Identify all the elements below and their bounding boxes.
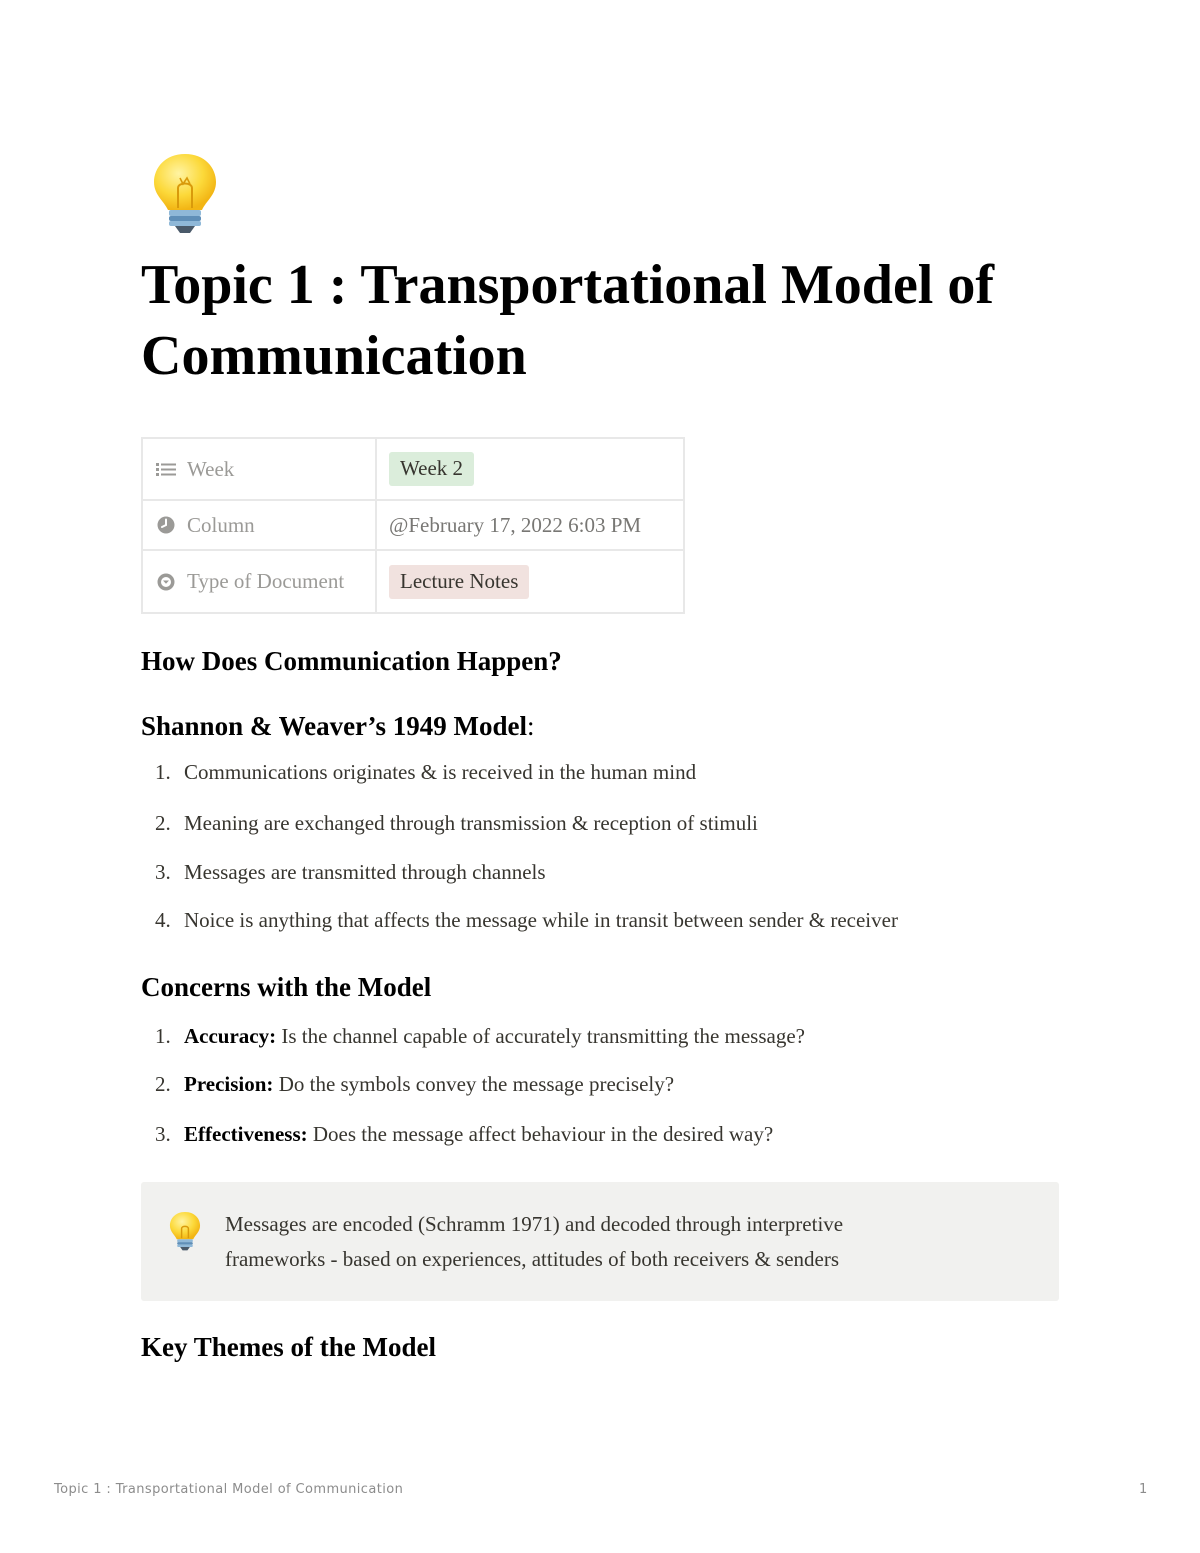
page-lightbulb-icon[interactable] [150, 150, 220, 236]
property-key-week: Week [187, 456, 235, 481]
property-row-document-type [142, 550, 684, 613]
property-key-column: Column [187, 512, 255, 537]
document-type-tag[interactable]: Lecture Notes [389, 565, 529, 599]
week-tag[interactable]: Week 2 [389, 452, 474, 486]
heading-shannon-weaver-model [141, 709, 535, 743]
property-key-document-type: Type of Document [187, 569, 345, 593]
lightbulb-icon[interactable] [168, 1209, 202, 1253]
properties-table [141, 437, 685, 614]
clock-icon [156, 515, 176, 535]
heading-how-communication-happens: How Does Communication Happen? [141, 646, 562, 676]
date-value[interactable]: @February 17, 2022 6:03 PM [389, 512, 642, 537]
property-row-week [142, 438, 684, 500]
heading-shannon-text: Shannon & Weaver’s 1949 Model [141, 711, 528, 741]
heading-shannon-colon: : [527, 711, 535, 741]
heading-concerns: Concerns with the Model [141, 972, 432, 1002]
page-title: Topic 1 : Transportational Model of Communication [141, 254, 995, 387]
callout-text: Messages are encoded (Schramm 1971) and decoded through interpretive frameworks - based on experiences, attitudes of both receivers & senders [225, 1212, 844, 1271]
select-icon [156, 572, 176, 592]
footer-title: Topic 1 : Transportational Model of Communication [54, 1482, 404, 1497]
callout-block [141, 1182, 1059, 1301]
heading-key-themes: Key Themes of the Model [141, 1332, 436, 1362]
footer-page-number: 1 [1139, 1482, 1148, 1497]
list-icon [156, 461, 176, 477]
property-row-column [142, 500, 684, 550]
